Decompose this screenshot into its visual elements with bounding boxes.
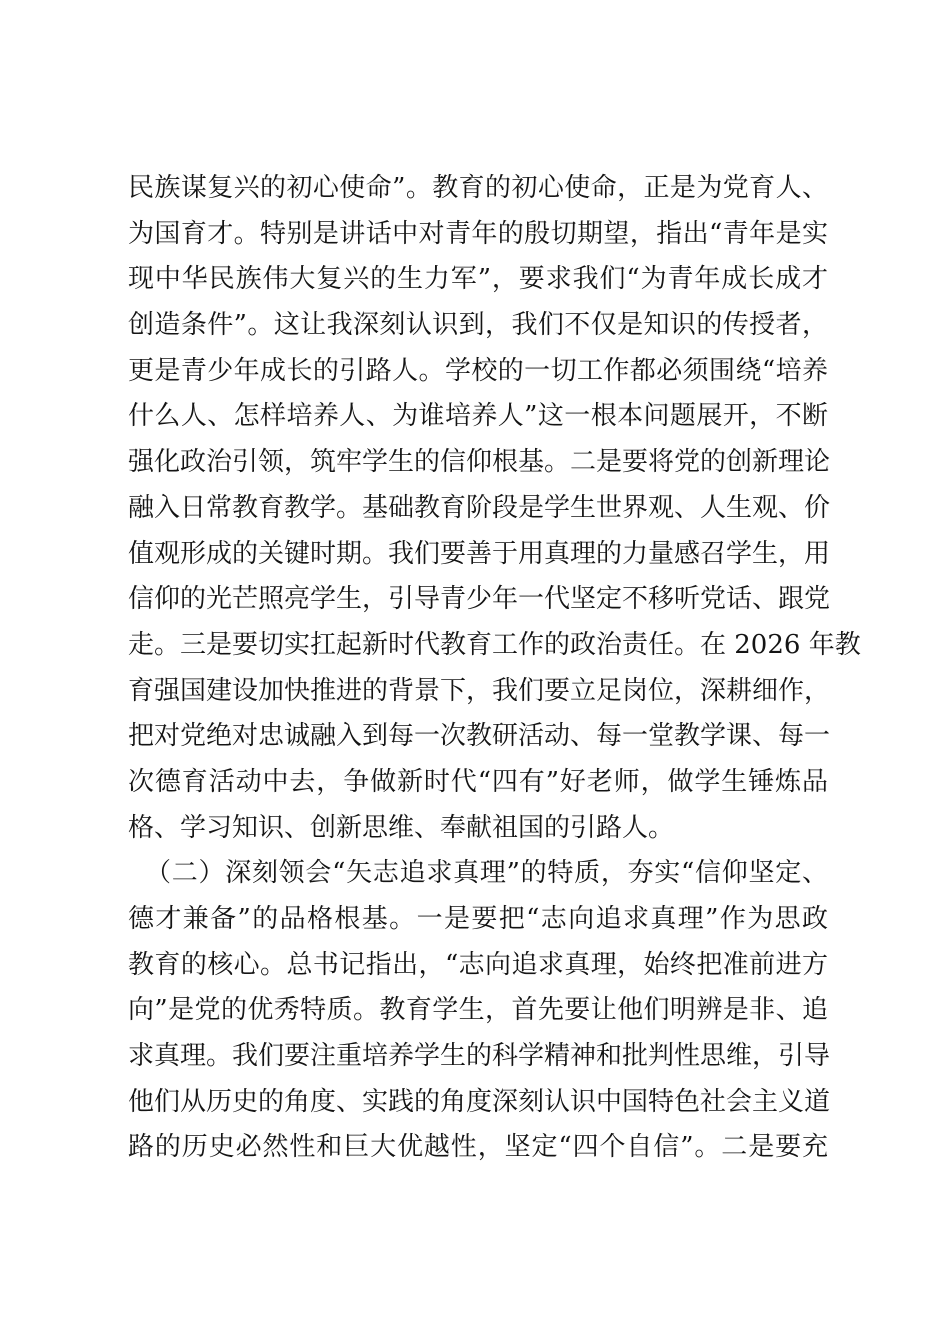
text-line: 值观形成的关键时期。我们要善于用真理的力量感召学生，用 bbox=[128, 538, 831, 569]
text-line: 融入日常教育教学。基础教育阶段是学生世界观、人生观、价 bbox=[128, 492, 831, 523]
text-line: 现中华民族伟大复兴的生力军”，要求我们“为青年成长成才 bbox=[128, 264, 828, 295]
text-line: 强化政治引领，筑牢学生的信仰根基。二是要将党的创新理论 bbox=[128, 447, 831, 478]
text-line: 更是青少年成长的引路人。学校的一切工作都必须围绕“培养 bbox=[128, 355, 828, 386]
section-heading-line: （二）深刻领会“矢志追求真理”的特质，夯实“信仰坚定、 bbox=[145, 858, 828, 889]
text-line: 育强国建设加快推进的背景下，我们要立足岗位，深耕细作， bbox=[128, 675, 831, 706]
paragraph-end-line: 格、学习知识、创新思维、奉献祖国的引路人。 bbox=[128, 812, 675, 843]
text-line: 走。三是要切实扛起新时代教育工作的政治责任。在 2026 年教 bbox=[128, 629, 861, 660]
text-line: 德才兼备”的品格根基。一是要把“志向追求真理”作为思政 bbox=[128, 904, 828, 934]
text-line: 次德育活动中去，争做新时代“四有”好老师，做学生锤炼品 bbox=[128, 766, 828, 797]
text-line: 创造条件”。这让我深刻认识到，我们不仅是知识的传授者， bbox=[128, 310, 828, 341]
text-line: 民族谋复兴的初心使命”。教育的初心使命，正是为党育人、 bbox=[128, 173, 828, 203]
text-line: 路的历史必然性和巨大优越性，坚定“四个自信”。二是要充 bbox=[128, 1132, 828, 1163]
text-line: 为国育才。特别是讲话中对青年的殷切期望，指出“青年是实 bbox=[128, 218, 828, 249]
text-line: 向”是党的优秀特质。教育学生，首先要让他们明辨是非、追 bbox=[128, 995, 828, 1026]
document-body bbox=[128, 166, 861, 1171]
text-line: 教育的核心。总书记指出，“志向追求真理，始终把准前进方 bbox=[128, 949, 828, 980]
text-line: 信仰的光芒照亮学生，引导青少年一代坚定不移听党话、跟党 bbox=[128, 584, 831, 615]
text-line: 求真理。我们要注重培养学生的科学精神和批判性思维，引导 bbox=[128, 1041, 831, 1072]
text-line: 他们从历史的角度、实践的角度深刻认识中国特色社会主义道 bbox=[128, 1086, 831, 1117]
text-line: 什么人、怎样培养人、为谁培养人”这一根本问题展开，不断 bbox=[128, 401, 828, 432]
text-line: 把对党绝对忠诚融入到每一次教研活动、每一堂教学课、每一 bbox=[128, 721, 831, 752]
